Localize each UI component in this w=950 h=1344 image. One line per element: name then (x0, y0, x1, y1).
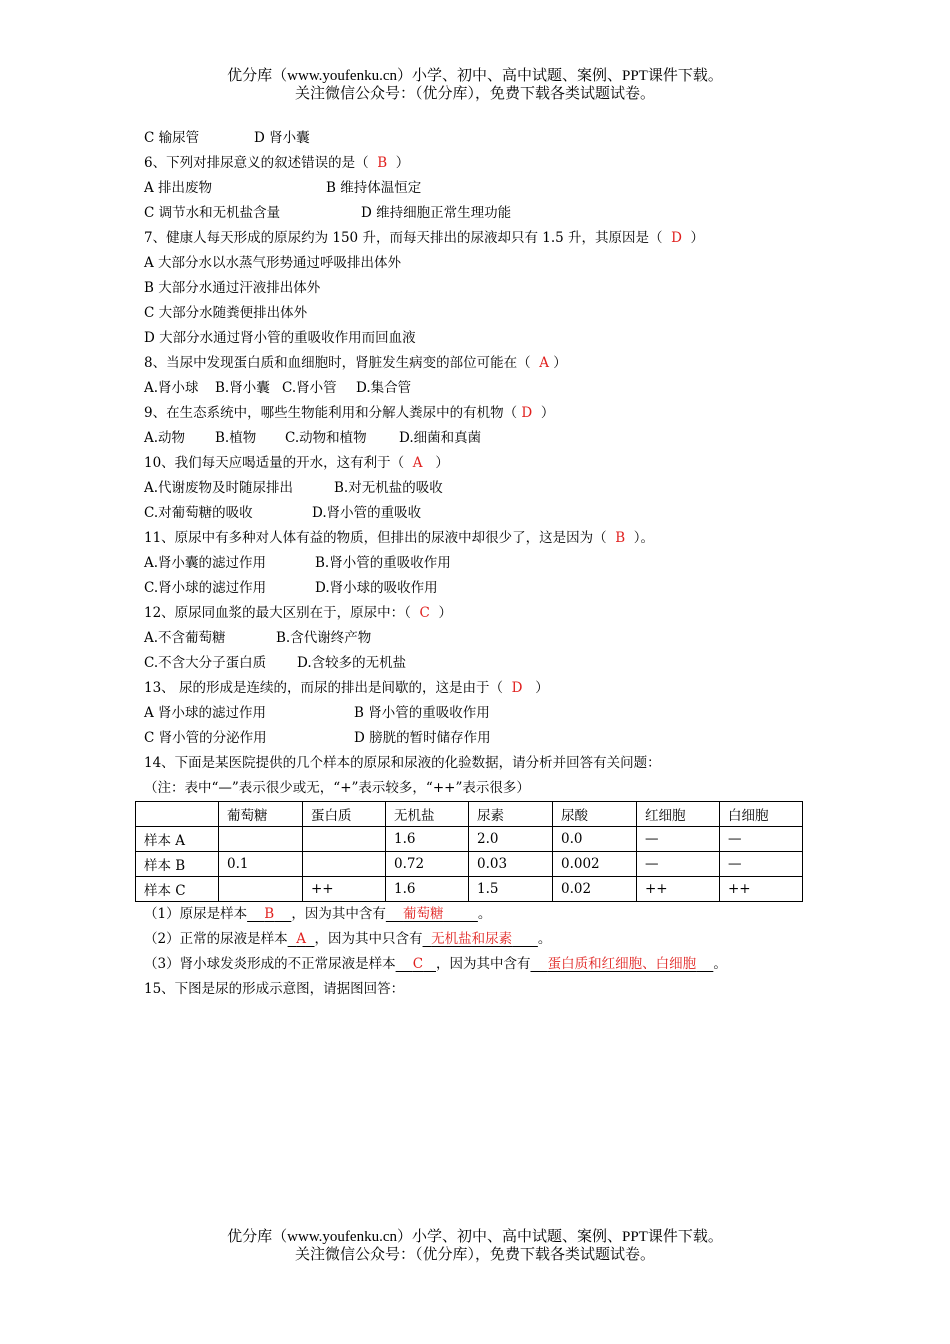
q11-option-b: B.肾小管的重吸收作用 (315, 555, 451, 571)
q8-options (144, 376, 824, 401)
q10-option-a: A.代谢废物及时随尿排出 (144, 480, 294, 496)
q14-sub3-answer-sample: C (412, 956, 424, 972)
q12-options-cd (144, 651, 824, 676)
q14-sub1-answer-sample: B (264, 906, 275, 922)
q11-answer: B (615, 530, 626, 546)
q6-option-a: A 排出废物 (144, 180, 213, 196)
q10-answer: A (412, 455, 423, 471)
q12-stem-end: ） (438, 605, 452, 621)
q7-option-c: C 大部分水随粪便排出体外 (144, 305, 308, 321)
q11-option-d: D.肾小球的吸收作用 (315, 580, 438, 596)
q6-options-ab (144, 176, 824, 201)
table-cell: 1.5 (469, 877, 553, 902)
table-cell: 0.03 (469, 852, 553, 877)
q8-stem-text: 8、当尿中发现蛋白质和血细胞时，肾脏发生病变的部位可能在（ (144, 355, 531, 371)
q14-sub2-text: （2）正常的尿液是样本 (144, 931, 288, 947)
q10-option-d: D.肾小管的重吸收 (312, 505, 422, 521)
table-header-cell: 尿素 (469, 802, 553, 827)
table-cell (219, 877, 303, 902)
table-cell: — (720, 852, 803, 877)
q9-option-b: B.植物 (215, 430, 257, 446)
q8-answer: A (539, 355, 549, 371)
q5-options (144, 126, 824, 151)
q12-option-a: A.不含葡萄糖 (144, 630, 226, 646)
q11-option-a: A.肾小囊的滤过作用 (144, 555, 267, 571)
q12-option-b: B.含代谢终产物 (276, 630, 372, 646)
q12-option-c: C.不含大分子蛋白质 (144, 655, 267, 671)
page-footer (0, 1228, 950, 1264)
table-cell: 0.72 (386, 852, 469, 877)
q6-option-b: B 维持体温恒定 (326, 180, 422, 196)
q6-stem-end: ） (395, 155, 410, 171)
q6-stem-text: 6、下列对排尿意义的叙述错误的是（ (144, 155, 369, 171)
q14-sub3-text: （3）肾小球发炎形成的不正常尿液是样本 (144, 956, 396, 972)
q14-sub2-end: 。 (537, 931, 552, 947)
q14-sub1-answer-reason: 葡萄糖 (403, 906, 444, 922)
q10-stem (144, 451, 824, 476)
table-cell: — (720, 827, 803, 852)
table-cell: 样本 A (136, 827, 219, 852)
table-cell: 0.0 (553, 827, 637, 852)
q10-option-c: C.对葡萄糖的吸收 (144, 505, 253, 521)
q14-sub1 (144, 902, 824, 927)
q9-stem-end: ） (540, 405, 555, 421)
q14-sub1-text: （1）原尿是样本 (144, 906, 248, 922)
footer-line-2: 关注微信公众号：（优分库），免费下载各类试题试卷。 (294, 1247, 655, 1263)
table-cell: 0.1 (219, 852, 303, 877)
q9-option-d: D.细菌和真菌 (399, 430, 482, 446)
table-cell: — (637, 852, 720, 877)
table-row (136, 877, 803, 902)
q6-option-d: D 维持细胞正常生理功能 (361, 205, 512, 221)
table-cell: ++ (720, 877, 803, 902)
q10-option-b: B.对无机盐的吸收 (334, 480, 443, 496)
urine-sample-table (135, 801, 803, 902)
q11-options-ab (144, 551, 824, 576)
q14-sub2 (144, 927, 824, 952)
q7-stem (144, 226, 824, 251)
q7-option-d: D 大部分水通过肾小管的重吸收作用而回血液 (144, 330, 416, 346)
footer-line-1: 优分库（www.youfenku.cn）小学、初中、高中试题、案例、PPT课件下载。 (227, 1229, 723, 1245)
header-line-1: 优分库（www.youfenku.cn）小学、初中、高中试题、案例、PPT课件下载。 (227, 68, 723, 84)
q14-sub2-mid: ，因为其中只含有 (314, 931, 423, 947)
q14-note: （注：表中“—”表示很少或无，“+”表示较多，“++”表示很多） (144, 780, 530, 796)
q13-options-cd (144, 726, 824, 751)
q14-sub2-answer-sample: A (296, 931, 306, 947)
q14-stem: 14、下面是某医院提供的几个样本的原尿和尿液的化验数据，请分析并回答有关问题： (144, 755, 661, 771)
q12-stem (144, 601, 824, 626)
table-header-cell (136, 802, 219, 827)
q7-answer: D (671, 230, 682, 246)
table-row (136, 852, 803, 877)
table-cell: 1.6 (386, 877, 469, 902)
q14-sub3 (144, 952, 824, 977)
q14-sub3-end: 。 (713, 956, 727, 972)
table-cell: 0.002 (553, 852, 637, 877)
q8-stem (144, 351, 824, 376)
q11-stem-text: 11、原尿中有多种对人体有益的物质，但排出的尿液中却很少了，这是因为（ (144, 530, 607, 546)
q12-stem-text: 12、原尿同血浆的最大区别在于，原尿中：（ (144, 605, 411, 621)
table-cell (303, 852, 386, 877)
page-header (0, 67, 950, 103)
table-cell (219, 827, 303, 852)
q10-stem-text: 10、我们每天应喝适量的开水，这有利于（ (144, 455, 405, 471)
q6-answer: B (377, 155, 388, 171)
q11-options-cd (144, 576, 824, 601)
q13-answer: D (511, 680, 523, 696)
q9-option-a: A.动物 (144, 430, 186, 446)
table-header-cell: 无机盐 (386, 802, 469, 827)
q9-answer: D (521, 405, 533, 421)
q12-options-ab (144, 626, 824, 651)
table-cell (303, 827, 386, 852)
table-cell: ++ (303, 877, 386, 902)
q11-option-c: C.肾小球的滤过作用 (144, 580, 267, 596)
q8-option-b: B.肾小囊 (215, 380, 270, 396)
q8-option-c: C.肾小管 (282, 380, 337, 396)
q13-stem-end: ） (535, 680, 549, 696)
q10-options-cd (144, 501, 824, 526)
q9-option-c: C.动物和植物 (285, 430, 367, 446)
q14-sub3-mid: ，因为其中含有 (435, 956, 531, 972)
q14-sub1-mid: ，因为其中含有 (291, 906, 386, 922)
q8-option-d: D.集合管 (356, 380, 412, 396)
q14-sub3-answer-reason: 蛋白质和红细胞、白细胞 (547, 956, 697, 972)
table-header-cell: 葡萄糖 (219, 802, 303, 827)
q11-stem-end: ）。 (633, 530, 655, 546)
table-cell: 2.0 (469, 827, 553, 852)
q7-option-a: A 大部分水以水蒸气形势通过呼吸排出体外 (144, 255, 402, 271)
q5-option-c: C 输尿管 (144, 130, 200, 146)
q13-option-b: B 肾小管的重吸收作用 (354, 705, 490, 721)
table-header-cell: 蛋白质 (303, 802, 386, 827)
table-cell: 1.6 (386, 827, 469, 852)
q5-option-d: D 肾小囊 (254, 130, 310, 146)
table-header-cell: 尿酸 (553, 802, 637, 827)
q15-stem: 15、下图是尿的形成示意图，请据图回答： (144, 981, 405, 997)
q6-option-c: C 调节水和无机盐含量 (144, 205, 281, 221)
q7-option-b: B 大部分水通过汗液排出体外 (144, 280, 321, 296)
q7-stem-text: 7、健康人每天形成的原尿约为 150 升，而每天排出的尿液却只有 1.5 升，其原因是（ (144, 230, 663, 246)
table-cell: ++ (637, 877, 720, 902)
q9-stem-text: 9、在生态系统中，哪些生物能利用和分解人粪尿中的有机物（ (144, 405, 518, 421)
q13-option-d: D 膀胱的暂时储存作用 (354, 730, 491, 746)
q14-sub1-end: 。 (477, 906, 492, 922)
q6-stem (144, 151, 824, 176)
table-header-row (136, 802, 803, 827)
worksheet-content (144, 126, 824, 1002)
header-line-2: 关注微信公众号：（优分库），免费下载各类试题试卷。 (294, 86, 655, 102)
table-cell: — (637, 827, 720, 852)
q12-option-d: D.含较多的无机盐 (297, 655, 407, 671)
q14-sub2-answer-reason: 无机盐和尿素 (431, 931, 513, 947)
table-header-cell: 白细胞 (720, 802, 803, 827)
q8-option-a: A.肾小球 (144, 380, 199, 396)
q11-stem (144, 526, 824, 551)
table-cell: 0.02 (553, 877, 637, 902)
q6-options-cd (144, 201, 824, 226)
q7-stem-end: ） (690, 230, 705, 246)
q13-option-c: C 肾小管的分泌作用 (144, 730, 267, 746)
q10-options-ab (144, 476, 824, 501)
q9-stem (144, 401, 824, 426)
q9-options (144, 426, 824, 451)
q13-option-a: A 肾小球的滤过作用 (144, 705, 267, 721)
q13-options-ab (144, 701, 824, 726)
table-row (136, 827, 803, 852)
q12-answer: C (419, 605, 430, 621)
q13-stem (144, 676, 824, 701)
table-cell: 样本 C (136, 877, 219, 902)
table-cell: 样本 B (136, 852, 219, 877)
q8-stem-end: ） (553, 355, 567, 371)
q10-stem-end: ） (435, 455, 449, 471)
q13-stem-text: 13、 尿的形成是连续的，而尿的排出是间歇的，这是由于（ (144, 680, 503, 696)
table-header-cell: 红细胞 (637, 802, 720, 827)
